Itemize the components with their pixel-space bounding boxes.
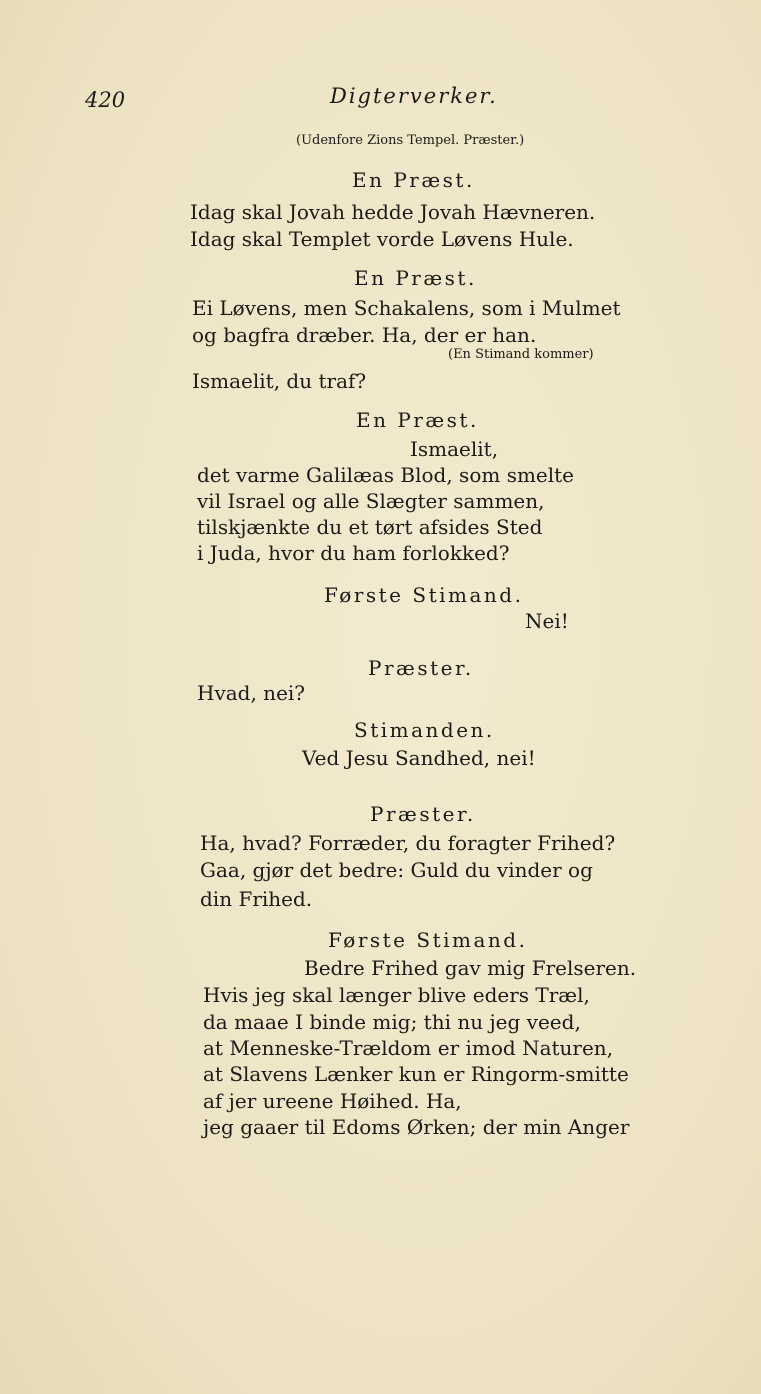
speaker-name: Stimanden.: [354, 718, 495, 742]
stage-direction-setting: (Udenfore Zions Tempel. Præster.): [296, 133, 525, 148]
verse-line: din Frihed.: [200, 887, 313, 911]
verse-line: i Juda, hvor du ham forlokked?: [197, 541, 510, 565]
speaker-name: En Præst.: [356, 408, 479, 432]
verse-line: af jer ureene Høihed. Ha,: [203, 1089, 462, 1113]
verse-line: Gaa, gjør det bedre: Guld du vinder og: [200, 858, 593, 882]
verse-line: det varme Galilæas Blod, som smelte: [197, 463, 575, 487]
verse-line: Ismaelit, du traf?: [192, 369, 367, 393]
verse-line: Idag skal Templet vorde Løvens Hule.: [190, 227, 574, 251]
verse-line: Ismaelit,: [410, 437, 499, 461]
verse-line: at Menneske-Trældom er imod Naturen,: [203, 1036, 614, 1060]
verse-line: tilskjænkte du et tørt afsides Sted: [197, 515, 543, 539]
verse-line: Ha, hvad? Forræder, du foragter Frihed?: [200, 831, 616, 855]
verse-line: Ei Løvens, men Schakalens, som i Mulmet: [192, 296, 621, 320]
speaker-name: Præster.: [368, 656, 474, 680]
verse-line: Bedre Frihed gav mig Frelseren.: [304, 956, 637, 980]
stage-direction-entrance: (En Stimand kommer): [448, 347, 594, 362]
verse-line: Hvis jeg skal længer blive eders Træl,: [203, 983, 590, 1007]
speaker-name: Første Stimand.: [324, 583, 524, 607]
verse-line: vil Israel og alle Slægter sammen,: [197, 489, 545, 513]
verse-line: Ved Jesu Sandhed, nei!: [302, 746, 536, 770]
verse-line: Nei!: [525, 609, 569, 633]
speaker-name: En Præst.: [352, 168, 475, 192]
speaker-name: Præster.: [370, 802, 476, 826]
verse-line: at Slavens Lænker kun er Ringorm-smitte: [203, 1062, 629, 1086]
speaker-name: En Præst.: [354, 266, 477, 290]
verse-line: jeg gaaer til Edoms Ørken; der min Anger: [203, 1115, 630, 1139]
verse-line: Idag skal Jovah hedde Jovah Hævneren.: [190, 200, 596, 224]
running-title: Digterverker.: [330, 84, 498, 108]
verse-line: Hvad, nei?: [197, 681, 306, 705]
page-number: 420: [85, 88, 126, 112]
speaker-name: Første Stimand.: [328, 928, 528, 952]
verse-line: og bagfra dræber. Ha, der er han.: [192, 323, 537, 347]
verse-line: da maae I binde mig; thi nu jeg veed,: [203, 1010, 581, 1034]
